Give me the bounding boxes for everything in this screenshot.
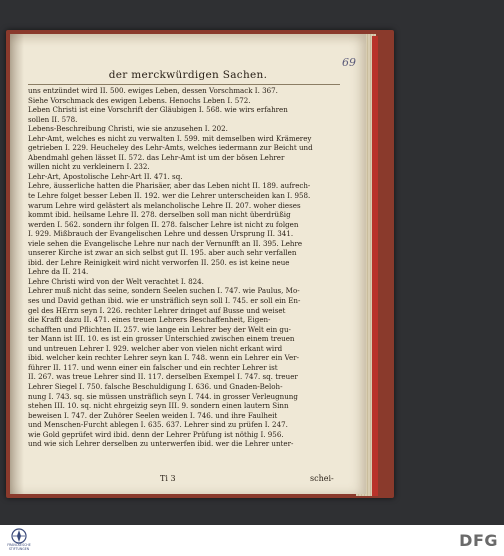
- text-line: die Krafft dazu II. 471. eines treuen Lehrers Beschaffenheit, Eigen-: [28, 315, 271, 325]
- text-line: Lehrer Siegel I. 750. falsche Beschuldigung I. 636. und Gnaden-Beloh-: [28, 381, 283, 391]
- text-line: und untreuen Lehrer I. 929. welcher aber von vielen nicht erkant wird: [28, 343, 283, 353]
- text-line: ter Mann ist III. 10. es ist ein grosser Unterschied zwischen einem treuen: [28, 334, 295, 344]
- text-line: wie Gold geprüfet wird ibid. denn der Lehrer Prüfung ist nöthig I. 956.: [28, 429, 284, 439]
- text-line: gel des HErrn seyn I. 226. rechter Lehrer dringet auf Busse und weiset: [28, 305, 286, 315]
- text-line: unserer Kirche ist zwar an sich selbst gut II. 195. aber auch sehr verfallen: [28, 248, 297, 258]
- text-line: Lebens-Beschreibung Christi, wie sie anzusehen I. 202.: [28, 124, 228, 134]
- text-line: uns entzündet wird II. 500. ewiges Leben, dessen Vorschmack I. 367.: [28, 86, 278, 95]
- text-line: kommt ibid. heilsame Lehre II. 278. derselben soll man nicht überdrüßig: [28, 210, 291, 220]
- text-line: II. 267. was treue Lehrer sind II. 117. derselben Exempel I. 747. sq. treuer: [28, 372, 298, 382]
- text-line: Lehrer muß nicht das seine, sondern Seelen suchen I. 747. wie Paulus, Mo-: [28, 286, 300, 296]
- text-line: viele sehen die Evangelische Lehre nur nach der Vernunfft an II. 395. Lehre: [28, 238, 303, 248]
- signature-mark: Ti 3: [160, 474, 176, 483]
- text-line: Lehr-Amt, welches es nicht zu verwalten I. 599. mit demselben wird Krämerey: [28, 133, 312, 143]
- text-line: stehen III. 10. sq. nicht ehrgeizig seyn III. 9. sondern einen lautern Sinn: [28, 401, 289, 411]
- text-line: willen nicht zu verkleinern I. 232.: [28, 162, 150, 172]
- text-line: sollen II. 578.: [28, 114, 78, 124]
- header-rule: [28, 84, 340, 85]
- red-edge: [372, 36, 378, 496]
- book-page: [10, 34, 366, 494]
- text-line: ibid. der Lehre Reinigkeit wird nicht verworfen II. 250. es ist keine neue: [28, 257, 290, 267]
- page-number: 69: [342, 56, 356, 69]
- francke-logo-caption: FRANCKESCHE STIFTUNGEN: [7, 543, 31, 551]
- text-line: Lehre, äusserliche hatten die Pharisäer, aber das Leben nicht II. 189. aufrech-: [28, 181, 311, 191]
- viewer-footer: [0, 525, 504, 556]
- text-line: ses und David gethan ibid. wie er unsträflich seyn soll I. 745. er soll ein En-: [28, 296, 301, 306]
- text-line: führer II. 117. und wenn einer ein falscher und ein rechter Lehrer ist: [28, 362, 278, 372]
- text-line: getrieben I. 229. Heucheley des Lehr-Amts, welches iedermann zur Beicht und: [28, 143, 313, 153]
- text-line: te Lehre folget besser Leben II. 192. wer die Lehrer unterscheiden kan I. 958.: [28, 191, 311, 201]
- text-line: und Menschen-Furcht ablegen I. 635. 637. Lehrer sind zu prüfen I. 247.: [28, 420, 288, 430]
- text-line: beweisen I. 747. der Zuhörer Seelen weiden I. 746. und ihre Faulheit: [28, 410, 278, 420]
- page-gutter: [10, 34, 24, 494]
- text-line: Siehe Vorschmack des ewigen Lebens. Henochs Leben I. 572.: [28, 95, 251, 105]
- text-line: warum Lehre wird gelästert als melancholische Lehre II. 207. woher dieses: [28, 200, 301, 210]
- index-text: [28, 86, 344, 449]
- text-line: Abendmahl gehen lässet II. 572. das Lehr-Amt ist um der bösen Lehrer: [28, 152, 285, 162]
- text-line: ibid. welcher kein rechter Lehrer seyn kan I. 748. wenn ein Lehrer ein Ver-: [28, 353, 299, 363]
- running-head: der merckwürdigen Sachen.: [108, 69, 268, 81]
- catchword: schei-: [310, 474, 334, 483]
- text-line: Lehre da II. 214.: [28, 267, 89, 277]
- dfg-logo: DFG: [459, 531, 498, 550]
- text-line: schafften und Pflichten II. 257. wie lange ein Lehrer bey der Welt ein gu-: [28, 324, 291, 334]
- text-line: Lehre Christi wird von der Welt verachtet I. 824.: [28, 276, 204, 286]
- text-line: und wie sich Lehrer derselben zu unterwerfen ibid. wer die Lehrer unter-: [28, 439, 294, 449]
- text-line: Lehr-Art, Apostolische Lehr-Art II. 471. sq.: [28, 171, 183, 181]
- text-line: I. 929. Mißbrauch der Evangelischen Lehre und dessen Ursprung II. 341.: [28, 229, 294, 239]
- text-line: nung I. 743. sq. sie müssen unsträflich seyn I. 744. in grosser Verleugnung: [28, 391, 298, 401]
- text-line: Leben Christi ist eine Vorschrift der Gläubigen I. 568. wie wirs erfahren: [28, 105, 288, 115]
- text-line: werden I. 562. sondern ihr folgen II. 278. falscher Lehre ist nicht zu folgen: [28, 219, 299, 229]
